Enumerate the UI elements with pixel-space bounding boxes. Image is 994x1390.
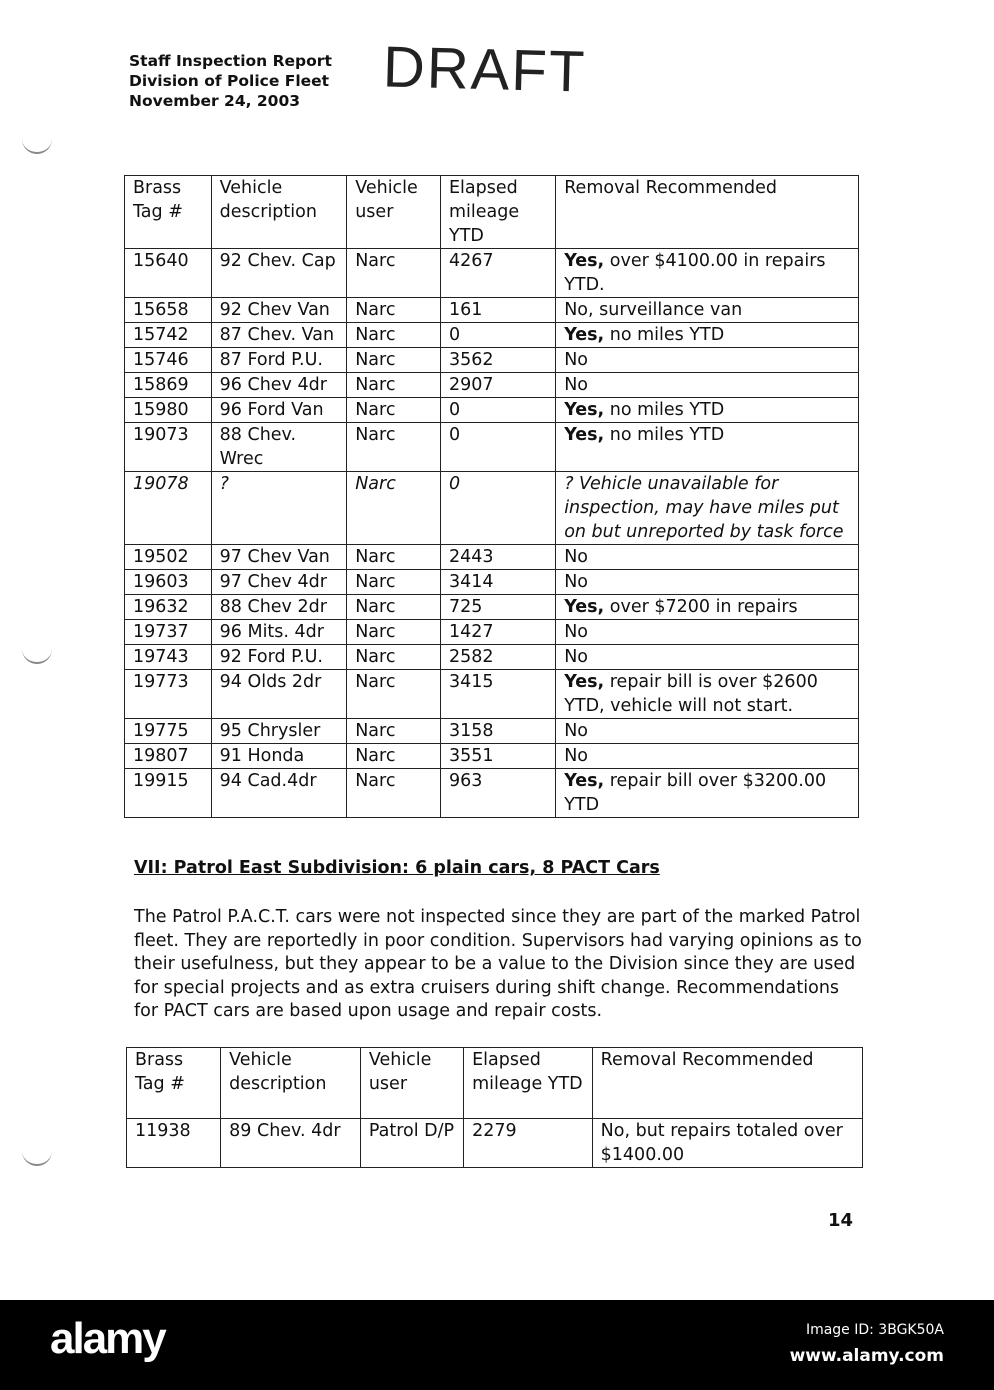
removal-reason: No — [564, 547, 588, 567]
cell-removal — [556, 323, 859, 348]
cell-desc: 88 Chev. Wrec — [211, 423, 347, 472]
table-row — [125, 323, 859, 348]
header-row — [125, 176, 859, 249]
cell-user: Narc — [347, 645, 441, 670]
table-row — [127, 1119, 863, 1168]
cell-tag: 15640 — [125, 249, 212, 298]
cell-user: Narc — [347, 670, 441, 719]
cell-desc: 92 Chev. Cap — [211, 249, 347, 298]
cell-removal — [556, 670, 859, 719]
removal-reason: over $4100.00 in repairs YTD. — [564, 251, 826, 295]
cell-removal — [556, 249, 859, 298]
removal-reason: ? Vehicle unavailable for inspection, may have miles put on but unreported by task force — [564, 474, 844, 542]
cell-user: Narc — [347, 595, 441, 620]
cell-removal — [556, 398, 859, 423]
cell-miles: 0 — [441, 472, 556, 545]
table-row — [125, 545, 859, 570]
column-header: Removal Recommended — [592, 1048, 862, 1119]
cell-tag: 19603 — [125, 570, 212, 595]
cell-user: Narc — [347, 423, 441, 472]
cell-miles: 0 — [441, 423, 556, 472]
cell-miles: 0 — [441, 323, 556, 348]
cell-miles: 2443 — [441, 545, 556, 570]
column-header: Vehicle description — [211, 176, 347, 249]
removal-verdict: Yes, — [564, 771, 605, 791]
cell-tag: 19743 — [125, 645, 212, 670]
removal-reason: No, surveillance van — [564, 300, 743, 320]
table-row — [125, 620, 859, 645]
cell-removal — [556, 769, 859, 818]
cell-desc: 97 Chev Van — [211, 545, 347, 570]
cell-user: Narc — [347, 744, 441, 769]
cell-user: Narc — [347, 298, 441, 323]
removal-reason: no miles YTD — [604, 325, 725, 345]
cell-tag: 19775 — [125, 719, 212, 744]
table-row — [125, 670, 859, 719]
cell-removal — [556, 645, 859, 670]
column-header: Removal Recommended — [556, 176, 859, 249]
table-row — [125, 373, 859, 398]
cell-user: Narc — [347, 398, 441, 423]
removal-reason: no miles YTD — [604, 425, 725, 445]
cell-removal — [556, 620, 859, 645]
cell-user: Narc — [347, 348, 441, 373]
punch-hole-mark — [22, 648, 52, 664]
cell-removal — [556, 595, 859, 620]
column-header: Elapsed mileage YTD — [464, 1048, 593, 1119]
cell-user: Narc — [347, 373, 441, 398]
cell-tag: 19915 — [125, 769, 212, 818]
removal-reason: No — [564, 647, 588, 667]
removal-reason: No — [564, 622, 588, 642]
image-id: Image ID: 3BGK50A — [805, 1322, 944, 1338]
removal-reason: repair bill over $3200.00 YTD — [564, 771, 827, 815]
cell-removal — [556, 472, 859, 545]
removal-reason: repair bill is over $2600 YTD, vehicle will not start. — [564, 672, 818, 716]
cell-tag: 19073 — [125, 423, 212, 472]
cell-desc: 87 Ford P.U. — [211, 348, 347, 373]
cell-miles: 2907 — [441, 373, 556, 398]
cell-miles: 0 — [441, 398, 556, 423]
cell-tag: 19078 — [125, 472, 212, 545]
table-row — [125, 423, 859, 472]
cell-user: Narc — [347, 620, 441, 645]
cell-removal — [556, 373, 859, 398]
cell-miles: 3158 — [441, 719, 556, 744]
cell-tag: 15742 — [125, 323, 212, 348]
cell-desc: 96 Ford Van — [211, 398, 347, 423]
removal-verdict: Yes, — [564, 672, 605, 692]
cell-user: Narc — [347, 570, 441, 595]
cell-desc: ? — [211, 472, 347, 545]
removal-verdict: Yes, — [564, 325, 605, 345]
cell-miles: 4267 — [441, 249, 556, 298]
removal-reason: No — [564, 721, 588, 741]
cell-miles: 725 — [441, 595, 556, 620]
cell-desc: 87 Chev. Van — [211, 323, 347, 348]
draft-stamp: DRAFT — [382, 34, 588, 105]
cell-removal — [556, 744, 859, 769]
cell-miles: 2582 — [441, 645, 556, 670]
cell-desc: 95 Chrysler — [211, 719, 347, 744]
column-header: Vehicle user — [347, 176, 441, 249]
report-header — [129, 51, 332, 111]
removal-reason: over $7200 in repairs — [604, 597, 798, 617]
section-heading: VII: Patrol East Subdivision: 6 plain cars, 8 PACT Cars — [134, 858, 660, 878]
cell-removal — [556, 298, 859, 323]
cell-miles: 3415 — [441, 670, 556, 719]
report-division: Division of Police Fleet — [129, 72, 330, 90]
table-row — [125, 769, 859, 818]
header-row — [127, 1048, 863, 1119]
cell-user: Patrol D/P — [360, 1119, 463, 1168]
table-row — [125, 398, 859, 423]
cell-desc: 96 Mits. 4dr — [211, 620, 347, 645]
cell-removal — [556, 348, 859, 373]
cell-miles: 3414 — [441, 570, 556, 595]
report-title: Staff Inspection Report — [129, 52, 332, 70]
cell-miles: 2279 — [464, 1119, 593, 1168]
page-number: 14 — [828, 1210, 854, 1231]
cell-user: Narc — [347, 323, 441, 348]
cell-removal — [556, 545, 859, 570]
removal-verdict: Yes, — [564, 425, 605, 445]
cell-removal — [592, 1119, 862, 1168]
cell-tag: 19632 — [125, 595, 212, 620]
cell-miles: 3551 — [441, 744, 556, 769]
cell-desc: 94 Olds 2dr — [211, 670, 347, 719]
cell-removal — [556, 719, 859, 744]
cell-miles: 3562 — [441, 348, 556, 373]
narc-vehicle-table — [124, 175, 859, 818]
cell-tag: 19737 — [125, 620, 212, 645]
removal-reason: No — [564, 572, 588, 592]
cell-desc: 94 Cad.4dr — [211, 769, 347, 818]
punch-hole-mark — [22, 138, 52, 154]
column-header: Vehicle description — [221, 1048, 361, 1119]
cell-tag: 19807 — [125, 744, 212, 769]
table-row — [125, 249, 859, 298]
removal-reason: no miles YTD — [604, 400, 725, 420]
cell-tag: 15980 — [125, 398, 212, 423]
cell-tag: 19502 — [125, 545, 212, 570]
table-row — [125, 645, 859, 670]
table-row — [125, 744, 859, 769]
patrol-vehicle-table — [126, 1047, 863, 1168]
cell-miles: 963 — [441, 769, 556, 818]
column-header: Vehicle user — [360, 1048, 463, 1119]
cell-user: Narc — [347, 545, 441, 570]
removal-verdict: Yes, — [564, 400, 605, 420]
watermark-footer — [0, 1300, 994, 1390]
report-date: November 24, 2003 — [129, 92, 301, 110]
cell-user: Narc — [347, 249, 441, 298]
cell-tag: 11938 — [127, 1119, 221, 1168]
removal-reason: No, but repairs totaled over $1400.00 — [600, 1121, 843, 1165]
cell-removal — [556, 570, 859, 595]
alamy-logo: alamy — [50, 1314, 165, 1363]
cell-tag: 15869 — [125, 373, 212, 398]
cell-user: Narc — [347, 472, 441, 545]
table-row — [125, 570, 859, 595]
table-row — [125, 348, 859, 373]
column-header: Elapsed mileage YTD — [441, 176, 556, 249]
column-header: Brass Tag # — [125, 176, 212, 249]
cell-user: Narc — [347, 769, 441, 818]
cell-desc: 88 Chev 2dr — [211, 595, 347, 620]
removal-verdict: Yes, — [564, 251, 605, 271]
column-header: Brass Tag # — [127, 1048, 221, 1119]
cell-miles: 1427 — [441, 620, 556, 645]
punch-hole-mark — [22, 1150, 52, 1166]
cell-tag: 15746 — [125, 348, 212, 373]
table-row — [125, 719, 859, 744]
removal-verdict: Yes, — [564, 597, 605, 617]
cell-desc: 96 Chev 4dr — [211, 373, 347, 398]
table-row — [125, 298, 859, 323]
table-row — [125, 595, 859, 620]
cell-desc: 97 Chev 4dr — [211, 570, 347, 595]
cell-desc: 92 Chev Van — [211, 298, 347, 323]
cell-desc: 92 Ford P.U. — [211, 645, 347, 670]
removal-reason: No — [564, 746, 588, 766]
section-paragraph: The Patrol P.A.C.T. cars were not inspected since they are part of the marked Patrol fleet. They are reportedly in poor condition. Supervisors had varying opinions as to their usefulness, but they appear to be a value to the Division since they are used for special projects and as extra cruisers during shift change. Recommendations for PACT cars are based upon usage and repair costs. — [134, 907, 862, 1021]
cell-user: Narc — [347, 719, 441, 744]
table-row — [125, 472, 859, 545]
cell-tag: 19773 — [125, 670, 212, 719]
cell-removal — [556, 423, 859, 472]
cell-miles: 161 — [441, 298, 556, 323]
removal-reason: No — [564, 375, 588, 395]
cell-tag: 15658 — [125, 298, 212, 323]
site-url: www.alamy.com — [789, 1346, 944, 1366]
removal-reason: No — [564, 350, 588, 370]
cell-desc: 91 Honda — [211, 744, 347, 769]
cell-desc: 89 Chev. 4dr — [221, 1119, 361, 1168]
